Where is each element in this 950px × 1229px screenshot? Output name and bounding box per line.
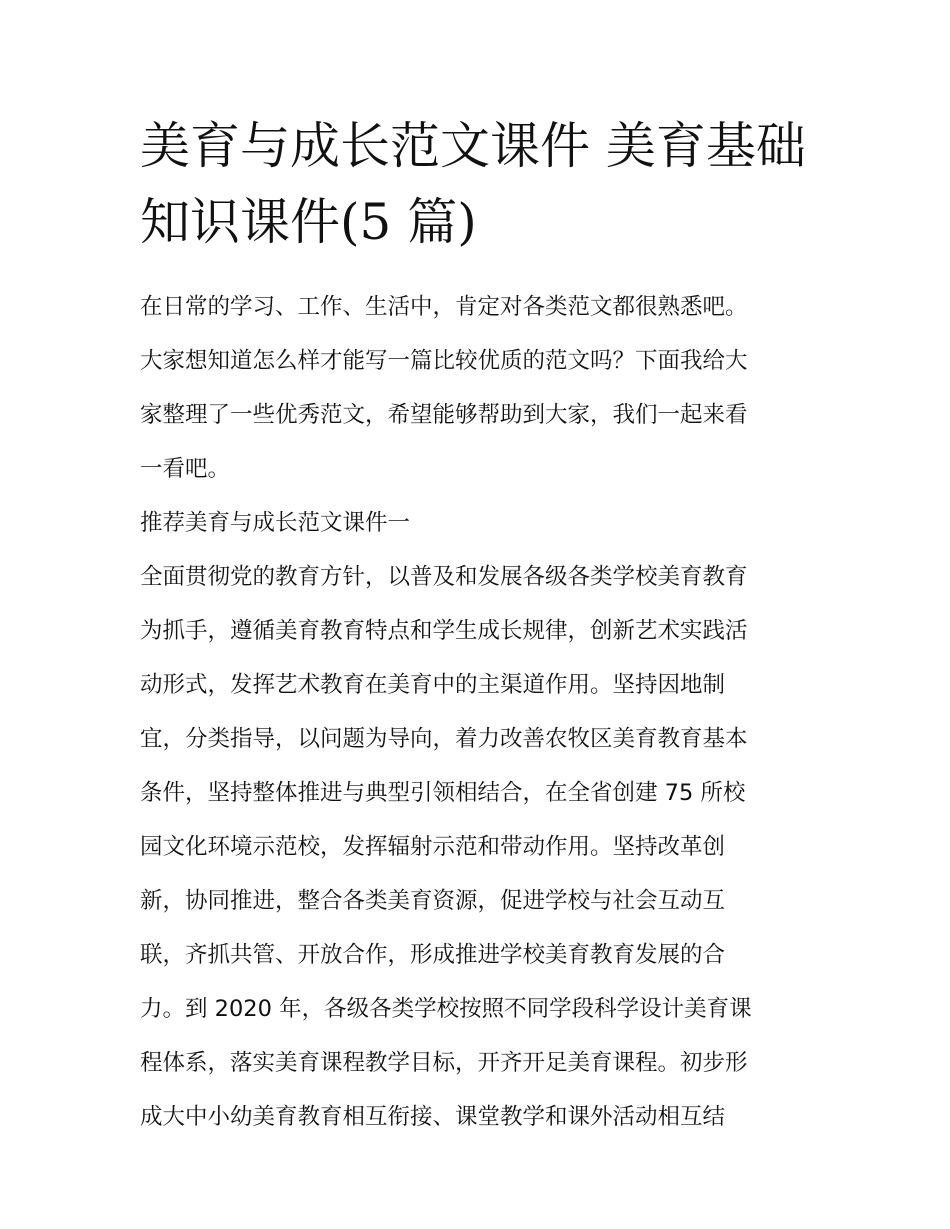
section-line: 新，协同推进，整合各类美育资源，促进学校与社会互动互 xyxy=(140,888,726,914)
section-line: 宜，分类指导，以问题为导向，着力改善农牧区美育教育基本 xyxy=(140,726,748,752)
section-line: 成大中小幼美育教育相互衔接、课堂教学和课外活动相互结 xyxy=(140,1104,726,1130)
title-line-2: 知识课件(5 篇) xyxy=(140,193,477,251)
section-line: 条件，坚持整体推进与典型引领相结合，在全省创建 75 所校 xyxy=(140,780,746,806)
document-title xyxy=(140,108,820,260)
section-line: 联，齐抓共管、开放合作，形成推进学校美育教育发展的合 xyxy=(140,942,726,968)
section-line: 力。到 2020 年，各级各类学校按照不同学段科学设计美育课 xyxy=(140,996,752,1022)
section-line: 为抓手，遵循美育教育特点和学生成长规律，创新艺术实践活 xyxy=(140,618,748,644)
intro-line: 大家想知道怎么样才能写一篇比较优质的范文吗？下面我给大 xyxy=(140,348,748,374)
section-line: 园文化环境示范校，发挥辐射示范和带动作用。坚持改革创 xyxy=(140,834,726,860)
intro-line: 家整理了一些优秀范文，希望能够帮助到大家，我们一起来看 xyxy=(140,402,748,428)
document-body xyxy=(140,280,830,1144)
title-line-1: 美育与成长范文课件 美育基础 xyxy=(140,117,806,175)
section-line: 程体系，落实美育课程教学目标，开齐开足美育课程。初步形 xyxy=(140,1050,748,1076)
section-heading: 推荐美育与成长范文课件一 xyxy=(140,510,411,536)
section-line: 动形式，发挥艺术教育在美育中的主渠道作用。坚持因地制 xyxy=(140,672,726,698)
intro-line: 在日常的学习、工作、生活中，肯定对各类范文都很熟悉吧。 xyxy=(140,294,748,320)
section-line: 全面贯彻党的教育方针，以普及和发展各级各类学校美育教育 xyxy=(140,564,748,590)
intro-line: 一看吧。 xyxy=(140,456,231,482)
